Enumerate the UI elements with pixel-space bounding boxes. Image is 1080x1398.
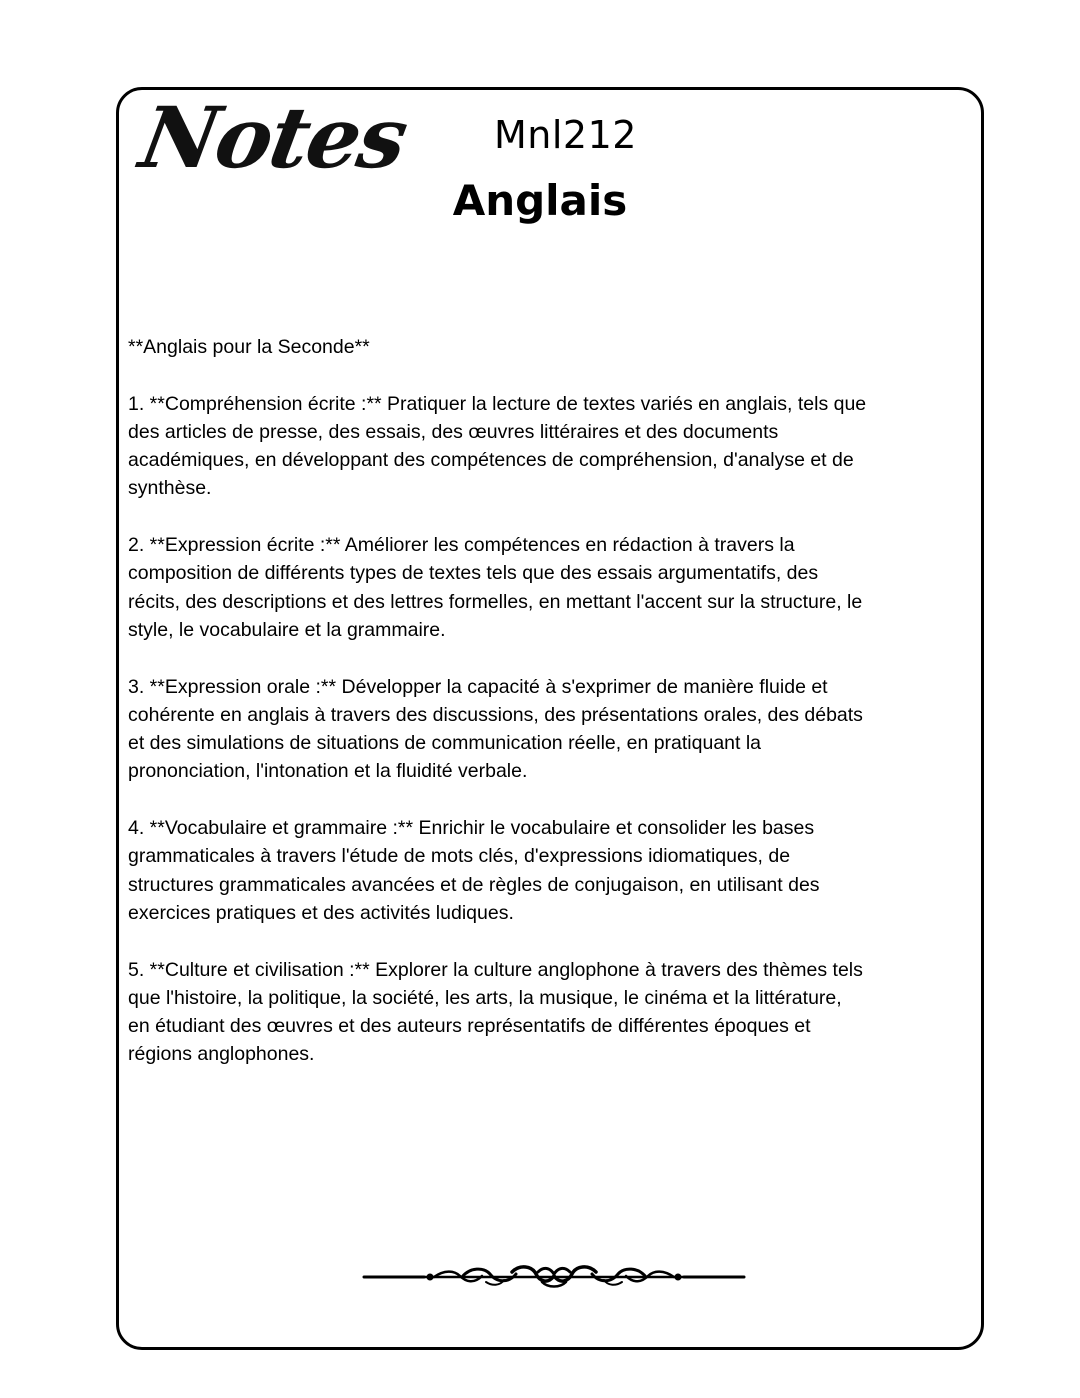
page-title <box>0 176 1080 225</box>
content-heading: **Anglais pour la Seconde** <box>128 336 370 358</box>
section-paragraph-3: 3. **Expression orale :** Développer la capacité à s'exprimer de manière fluide et cohérente en anglais à travers des discussions, des présentations orales, des débats et des simulations de situations de communication réelle, en pratiquant la prononciation, l'intonation et la fluidité verbale. <box>128 675 863 783</box>
section-paragraph-2: 2. **Expression écrite :** Améliorer les compétences en rédaction à travers la composition de différents types de textes tels que des essais argumentatifs, des récits, des descriptions et des lettres formelles, en mettant l'accent sur la structure, le style, le vocabulaire et la grammaire. <box>128 534 863 641</box>
section-paragraph-4: 4. **Vocabulaire et grammaire :** Enrichir le vocabulaire et consolider les bases grammaticales à travers l'étude de mots clés, d'expressions idiomatiques, de structures grammaticales avancées et de règles de conjugaison, en utilisant des exercices pratiques et des activités ludiques. <box>128 817 820 924</box>
page-title-text: Anglais <box>452 176 628 225</box>
document-code: Mnl212 <box>494 113 637 157</box>
section-paragraph-1: 1. **Compréhension écrite :** Pratiquer la lecture de textes variés en anglais, tels que des articles de presse, des essais, des œuvres littéraires et des documents académiques, en développant des compétences de compréhension, d'analyse et de synthèse. <box>128 392 867 500</box>
section-paragraph-5: 5. **Culture et civilisation :** Explorer la culture anglophone à travers des thèmes tels que l'histoire, la politique, la société, les arts, la musique, le cinéma et la littérature, en étudiant des œuvres et des auteurs représentatifs de différentes époques et régions anglophones. <box>128 958 863 1066</box>
notes-content <box>128 333 868 1097</box>
notes-logo: Notes <box>133 88 414 187</box>
ornamental-divider-icon <box>362 1262 746 1292</box>
